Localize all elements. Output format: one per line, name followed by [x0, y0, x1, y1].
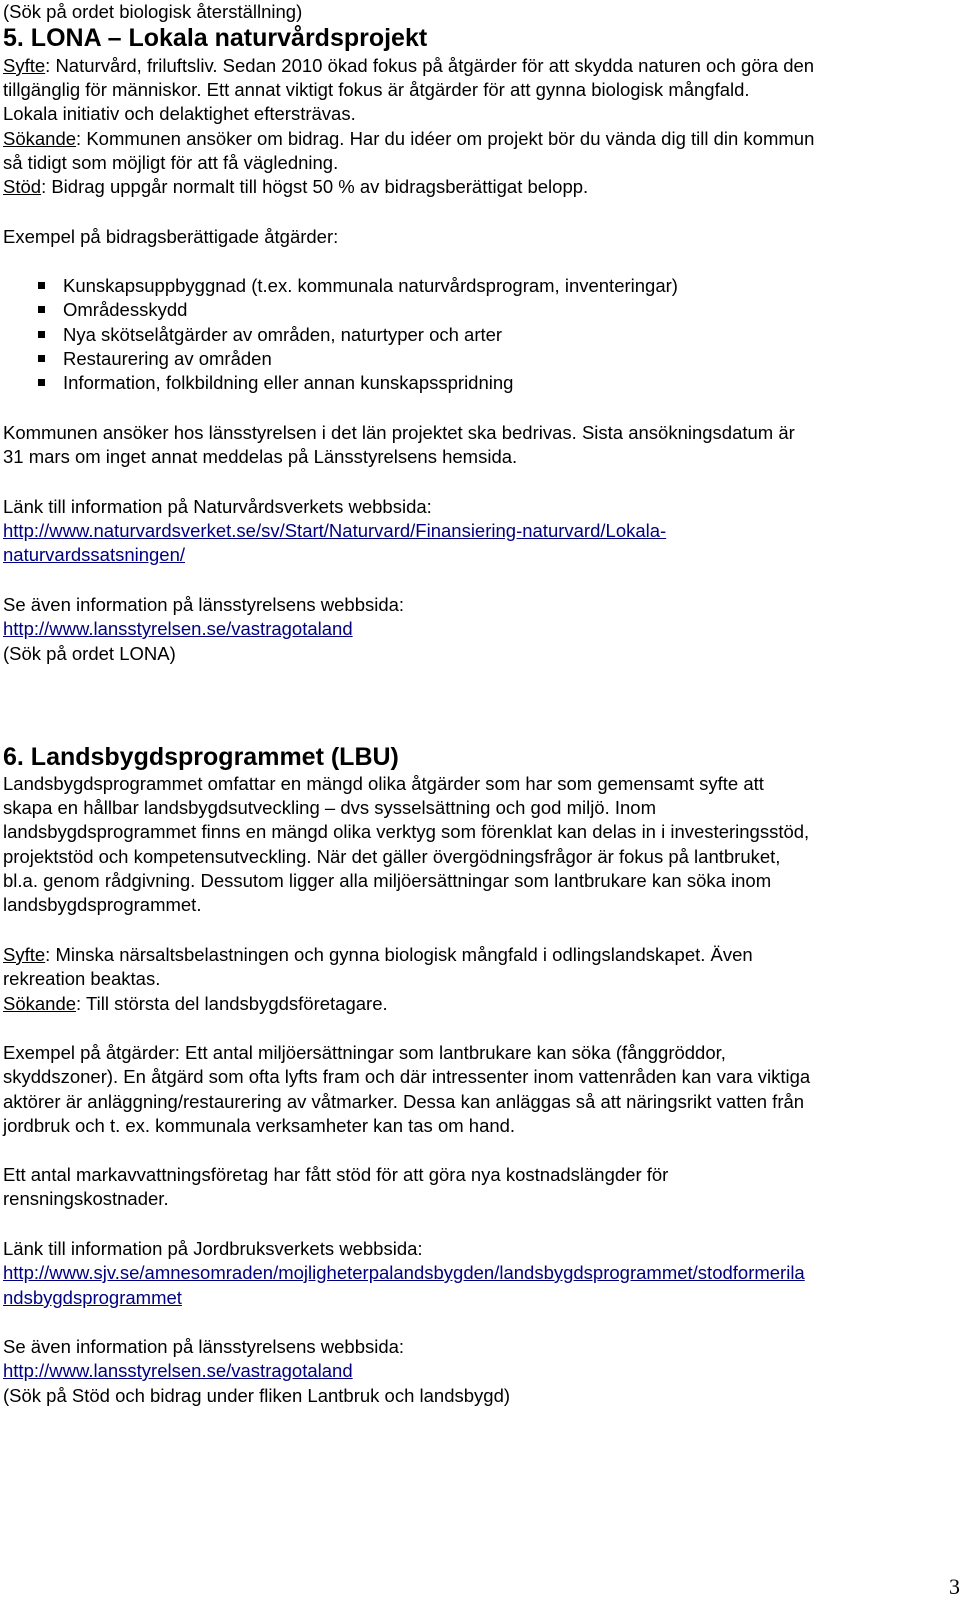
- list-item: Områdesskydd: [63, 299, 188, 320]
- bullet-marker: [38, 282, 45, 289]
- paragraph-line: Ett antal markavvattningsföretag har fått stöd för att göra nya kostnadslängder för: [3, 1164, 669, 1185]
- link-intro: Länk till information på Jordbruksverkets webbsida:: [3, 1238, 423, 1259]
- syfte-paragraph: [3, 944, 753, 966]
- sokande-label: Sökande: [3, 993, 77, 1014]
- stod-paragraph: [3, 176, 588, 198]
- naturvardsverket-link-cont[interactable]: naturvardssatsningen/: [3, 544, 186, 565]
- section-heading-lona: 5. LONA – Lokala naturvårdsprojekt: [3, 24, 428, 52]
- syfte-text: : Minska närsaltsbelastningen och gynna biologisk mångfald i odlingslandskapet. Även: [45, 944, 753, 965]
- examples-title: Exempel på bidragsberättigade åtgärder:: [3, 226, 339, 247]
- sokande-paragraph: [3, 128, 814, 150]
- apply-text: Kommunen ansöker hos länsstyrelsen i det län projektet ska bedrivas. Sista ansökningsdatum är: [3, 422, 795, 443]
- link-intro: Se även information på länsstyrelsens webbsida:: [3, 594, 405, 615]
- sokande-text: : Kommunen ansöker om bidrag. Har du idéer om projekt bör du vända dig till din kommun: [76, 128, 815, 149]
- list-item: Nya skötselåtgärder av områden, naturtyper och arter: [63, 324, 503, 345]
- bullet-marker: [38, 331, 45, 338]
- search-note: (Sök på ordet biologisk återställning): [3, 1, 303, 22]
- list-item: Information, folkbildning eller annan kunskapsspridning: [63, 372, 514, 393]
- paragraph-line: bl.a. genom rådgivning. Dessutom ligger alla miljöersättningar som lantbrukare kan söka inom: [3, 870, 772, 891]
- sokande-label: Sökande: [3, 128, 77, 149]
- paragraph-line: landsbygdsprogrammet finns en mängd olika verktyg som förenklat kan delas in i investeringsstöd,: [3, 821, 810, 842]
- paragraph-line: aktörer är anläggning/restaurering av våtmarker. Dessa kan anläggas så att näringsrikt vatten från: [3, 1091, 805, 1112]
- syfte-text: : Naturvård, friluftsliv. Sedan 2010 ökad fokus på åtgärder för att skydda naturen och göra den: [45, 55, 815, 76]
- naturvardsverket-link[interactable]: http://www.naturvardsverket.se/sv/Start/Naturvard/Finansiering-naturvard/Lokala-: [3, 520, 667, 541]
- paragraph-line: projektstöd och kompetensutveckling. När det gäller övergödningsfrågor är fokus på lantbruket,: [3, 846, 781, 867]
- link-intro: Se även information på länsstyrelsens webbsida:: [3, 1336, 405, 1357]
- syfte-text-line: tillgänglig för människor. Ett annat viktigt fokus är åtgärder för att gynna biologisk mångfald.: [3, 79, 750, 100]
- paragraph-line: Landsbygdsprogrammet omfattar en mängd olika åtgärder som har som gemensamt syfte att: [3, 773, 764, 794]
- bullet-marker: [38, 355, 45, 362]
- sokande-paragraph: [3, 993, 388, 1015]
- sokande-text: : Till största del landsbygdsföretagare.: [76, 993, 388, 1014]
- lansstyrelsen-link[interactable]: http://www.lansstyrelsen.se/vastragotaland: [3, 618, 353, 639]
- list-item: Restaurering av områden: [63, 348, 272, 369]
- paragraph-line: rensningskostnader.: [3, 1188, 169, 1209]
- stod-text: : Bidrag uppgår normalt till högst 50 % av bidragsberättigat belopp.: [41, 176, 589, 197]
- paragraph-line: jordbruk och t. ex. kommunala verksamheter kan tas om hand.: [3, 1115, 516, 1136]
- syfte-text-line: Lokala initiativ och delaktighet eftersträvas.: [3, 103, 356, 124]
- lansstyrelsen-link[interactable]: http://www.lansstyrelsen.se/vastragotaland: [3, 1360, 353, 1381]
- paragraph-line: Exempel på åtgärder: Ett antal miljöersättningar som lantbrukare kan söka (fånggröddor,: [3, 1042, 726, 1063]
- bullet-marker: [38, 379, 45, 386]
- syfte-label: Syfte: [3, 944, 46, 965]
- link-intro: Länk till information på Naturvårdsverkets webbsida:: [3, 496, 432, 517]
- sokande-text-line: så tidigt som möjligt för att få vägledning.: [3, 152, 339, 173]
- search-note: (Sök på Stöd och bidrag under fliken Lantbruk och landsbygd): [3, 1385, 511, 1406]
- paragraph-line: skyddszoner). En åtgärd som ofta lyfts fram och där intressenter inom vattenråden kan vara viktiga: [3, 1066, 811, 1087]
- stod-label: Stöd: [3, 176, 42, 197]
- apply-text: 31 mars om inget annat meddelas på Länsstyrelsens hemsida.: [3, 446, 518, 467]
- section-heading-lbu: 6. Landsbygdsprogrammet (LBU): [3, 743, 399, 771]
- paragraph-line: skapa en hållbar landsbygdsutveckling – dvs sysselsättning och god miljö. Inom: [3, 797, 657, 818]
- jordbruksverket-link-cont[interactable]: ndsbygdsprogrammet: [3, 1287, 182, 1308]
- syfte-label: Syfte: [3, 55, 46, 76]
- search-note: (Sök på ordet LONA): [3, 643, 176, 664]
- page-number: 3: [949, 1574, 960, 1599]
- list-item: Kunskapsuppbyggnad (t.ex. kommunala naturvårdsprogram, inventeringar): [63, 275, 678, 296]
- bullet-marker: [38, 306, 45, 313]
- syfte-text-line: rekreation beaktas.: [3, 968, 161, 989]
- jordbruksverket-link[interactable]: http://www.sjv.se/amnesomraden/mojligheterpalandsbygden/landsbygdsprogrammet/stodformerila: [3, 1262, 805, 1283]
- syfte-paragraph: [3, 55, 814, 77]
- paragraph-line: landsbygdsprogrammet.: [3, 894, 202, 915]
